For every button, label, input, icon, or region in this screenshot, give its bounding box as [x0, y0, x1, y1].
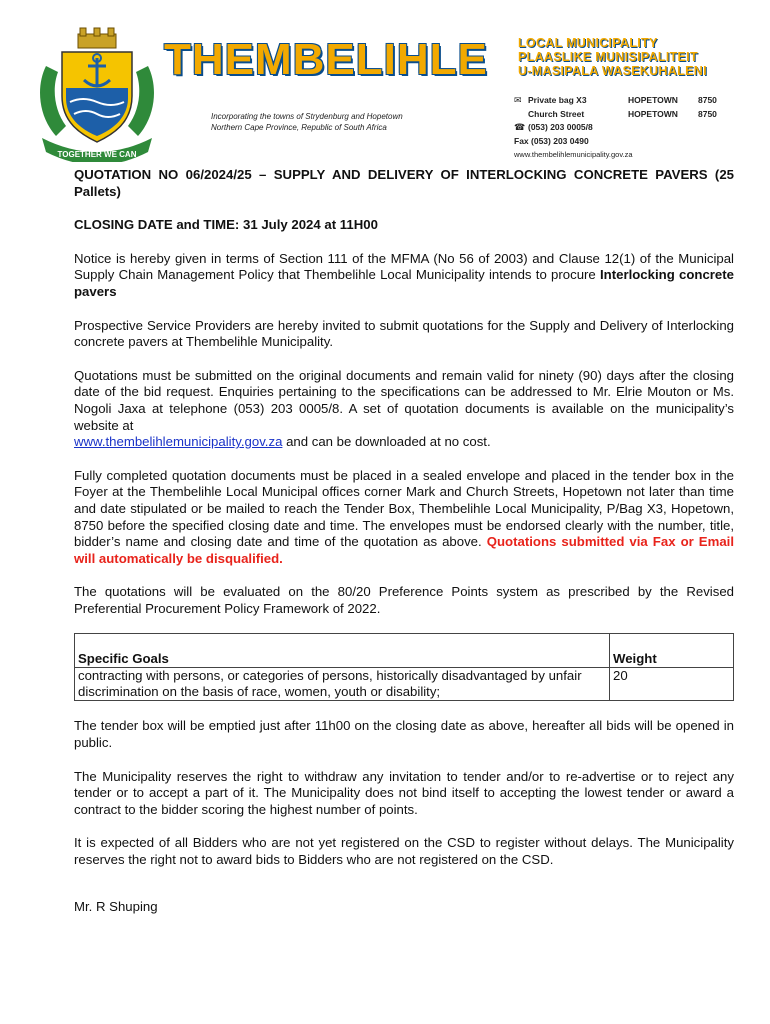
envelope-icon: ✉ — [514, 95, 522, 105]
paragraph-evaluation: The quotations will be evaluated on the 80/20 Preference Points system as prescribed by the Revised Preferential Procurement Policy Framework of 2022. — [74, 584, 734, 616]
address-town-2: HOPETOWN — [628, 108, 678, 119]
phone-number: (053) 203 0005/8 — [528, 122, 593, 132]
paragraph-invitation: Prospective Service Providers are hereby invited to submit quotations for the Supply and Delivery of Interlocking concrete pavers at Thembelihle Municipality. — [74, 317, 734, 350]
municipality-names — [518, 36, 707, 78]
name-afrikaans: PLAASLIKE MUNISIPALITEIT — [518, 50, 698, 64]
contact-block — [514, 94, 717, 162]
incorporating-line-2: Northern Cape Province, Republic of South Africa — [211, 123, 387, 132]
address-town-1: HOPETOWN — [628, 95, 678, 105]
name-english: LOCAL MUNICIPALITY — [518, 36, 658, 50]
paragraph-delivery: Fully completed quotation documents must be placed in a sealed envelope and placed in the tender box in the Foyer at the Thembelihle Local Municipal offices corner Mark and Church Streets, Hopetown not later than time and date stipulated or be mailed to reach the Tender Box, Thembelihle Local Municipality, P/Bag X3, Hopetown, 8750 before the specified closing date and time. The envelopes must be endorsed clearly with the number, title, bidder’s name and closing date and time of the quotation as above. Quotations submitted via Fax or Email will automatically be disqualified. — [74, 467, 734, 566]
paragraph-rights: The Municipality reserves the right to withdraw any invitation to tender and/or to re-advertise or to reject any tender or to accept a part of it. The Municipality does not bind itself to accepting the lowest tender or award a contract to the bidder scoring the highest number of points. — [74, 768, 734, 817]
procure-item: Interlocking concrete pavers — [74, 267, 734, 299]
paragraph-notice: Notice is hereby given in terms of Section 111 of the MFMA (No 56 of 2003) and Clause 12(1) of the Municipal Supply Chain Management Policy that Thembelihle Local Municipality intends to procure Interlocking concrete pavers — [74, 250, 734, 299]
quotation-title: QUOTATION NO 06/2024/25 – SUPPLY AND DELIVERY OF INTERLOCKING CONCRETE PAVERS (25 Pallets) — [74, 167, 734, 199]
fax-row — [514, 135, 717, 149]
telephone-icon: ☎ — [514, 122, 526, 132]
website-address[interactable]: www.thembelihlemunicipality.gov.za — [514, 150, 633, 159]
address-label-1: Private bag X3 — [528, 95, 587, 105]
paragraph-csd: It is expected of all Bidders who are not yet registered on the CSD to register without delays. The Municipality reserves the right not to award bids to Bidders who are not registered on the CSD. — [74, 835, 734, 868]
name-xhosa: U-MASIPALA WASEKUHALENI — [518, 64, 707, 78]
fax-number: Fax (053) 203 0490 — [514, 135, 589, 146]
notice-body — [74, 167, 734, 915]
disqualification-warning: Quotations submitted via Fax or Email will automatically be disqualified. — [74, 534, 734, 566]
specific-goals-table — [74, 633, 734, 701]
incorporating-line-1: Incorporating the towns of Strydenburg and Hopetown — [211, 112, 403, 121]
brand-wordmark: THEMBELIHLE — [164, 35, 488, 84]
table-header-row — [75, 634, 734, 668]
crest-motto: TOGETHER WE CAN — [57, 150, 137, 159]
header-specific-goals: Specific Goals — [75, 634, 610, 668]
municipal-crest — [36, 26, 158, 162]
address-label-2: Church Street — [528, 108, 585, 119]
phone-row — [514, 121, 717, 135]
goal-weight: 20 — [610, 668, 734, 701]
header-weight: Weight — [610, 634, 734, 668]
closing-date: CLOSING DATE and TIME: 31 July 2024 at 11H00 — [74, 217, 378, 233]
address-row-1 — [514, 94, 717, 108]
goal-description: contracting with persons, or categories of persons, historically disadvantaged by unfair discrimination on the basis of race, women, youth or disability; — [75, 668, 610, 701]
address-row-2 — [514, 108, 717, 122]
signatory-name: Mr. R Shuping — [74, 898, 158, 914]
incorporating-note — [211, 111, 403, 133]
address-code-2: 8750 — [698, 108, 717, 119]
address-code-1: 8750 — [698, 95, 717, 105]
paragraph-tender-box: The tender box will be emptied just after 11h00 on the closing date as above, hereafter all bids will be opened in public. — [74, 718, 734, 751]
website-link[interactable]: www.thembelihlemunicipality.gov.za — [74, 434, 283, 450]
table-row — [75, 668, 734, 701]
website-row — [514, 148, 717, 162]
paragraph-submission: Quotations must be submitted on the original documents and remain valid for ninety (90) days after the closing date of the bid request. Enquiries pertaining to the specifications can be addressed to Mr. Elrie Mouton or Ms. Nogoli Jaxa at telephone (053) 203 0005/8. A set of quotation documents is available on the municipality’s website at www.thembelihlemunicipality.gov.za and can be downloaded at no cost. — [74, 367, 734, 450]
